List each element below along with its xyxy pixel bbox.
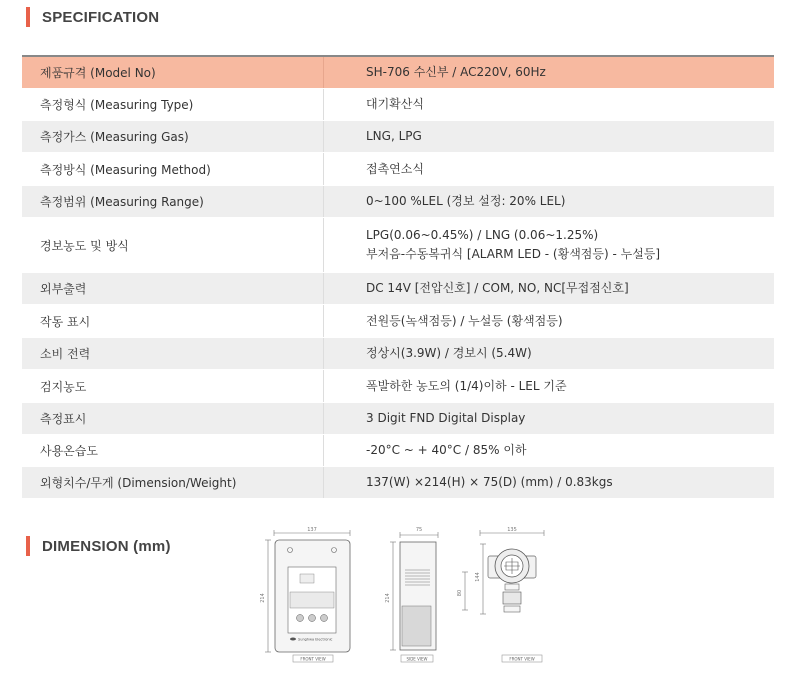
row-label: 소비 전력 [22,338,324,369]
sensor-view-caption: FRONT VIEW [509,656,535,662]
table-row [22,121,774,153]
sensor-view-drawing [457,527,544,662]
row-value: 전원등(녹색점등) / 누설등 (황색점등) [366,313,563,328]
row-label: 검지농도 [22,370,324,402]
row-value: 정상시(3.9W) / 경보시 (5.4W) [366,346,532,360]
row-label: 사용온습도 [22,435,324,466]
row-value: 대기확산식 [366,97,424,111]
table-row [22,403,774,435]
row-value: DC 14V [전압신호] / COM, NO, NC[무접점신호] [366,281,629,295]
row-value: 137(W) ×214(H) × 75(D) (mm) / 0.83kgs [366,475,613,489]
side-height-label: 214 [385,593,391,603]
row-value: 3 Digit FND Digital Display [366,411,526,425]
row-label: 외부출력 [22,273,324,304]
side-view-caption: SIDE VIEW [406,656,428,662]
row-value-multiline [324,226,774,264]
sensor-height-label: 144 [475,572,481,582]
specification-table [22,55,774,499]
table-row [22,467,774,499]
row-value: -20°C ~ + 40°C / 85% 이하 [366,443,527,457]
table-row [22,338,774,370]
dimension-title: DIMENSION (mm) [42,537,171,555]
table-row [22,153,774,186]
front-width-label: 137 [307,527,317,533]
section-marker [26,7,30,27]
dimension-drawings [260,522,560,672]
table-row [22,218,774,273]
row-label: 외형치수/무게 (Dimension/Weight) [22,467,324,498]
row-value-line: LPG(0.06~0.45%) / LNG (0.06~1.25%) [366,228,599,242]
table-row [22,57,774,89]
front-brand-label: Sunghwa Electronic [298,637,333,642]
front-view-drawing [260,527,350,662]
dimension-header [26,536,171,556]
specification-header [26,7,159,27]
front-height-label: 214 [260,593,266,603]
row-label: 작동 표시 [22,305,324,337]
row-label: 측정범위 (Measuring Range) [22,186,324,217]
row-value: 폭발하한 농도의 (1/4)이하 - LEL 기준 [366,378,567,393]
side-view-drawing [385,527,438,662]
row-label: 측정가스 (Measuring Gas) [22,121,324,152]
row-value: SH-706 수신부 / AC220V, 60Hz [366,65,546,79]
row-label: 제품규격 (Model No) [22,57,324,88]
sensor-inner-label: 80 [457,589,463,597]
row-label: 측정형식 (Measuring Type) [22,89,324,120]
table-row [22,273,774,305]
table-row [22,186,774,218]
row-label: 경보농도 및 방식 [22,218,324,272]
section-marker [26,536,30,556]
table-row [22,435,774,467]
row-label: 측정방식 (Measuring Method) [22,153,324,185]
row-label: 측정표시 [22,403,324,434]
row-value: 접촉연소식 [366,161,424,176]
side-width-label: 75 [415,527,423,533]
table-row [22,370,774,403]
row-value-line: 부저음-수동복귀식 [ALARM LED - (황색점등) - 누설등] [366,247,661,261]
front-view-caption: FRONT VIEW [300,656,326,662]
sensor-width-label: 135 [507,527,517,533]
table-row [22,305,774,338]
specification-title: SPECIFICATION [42,8,160,26]
row-value: 0~100 %LEL (경보 설정: 20% LEL) [366,194,566,208]
row-value: LNG, LPG [366,129,422,143]
table-row [22,89,774,121]
